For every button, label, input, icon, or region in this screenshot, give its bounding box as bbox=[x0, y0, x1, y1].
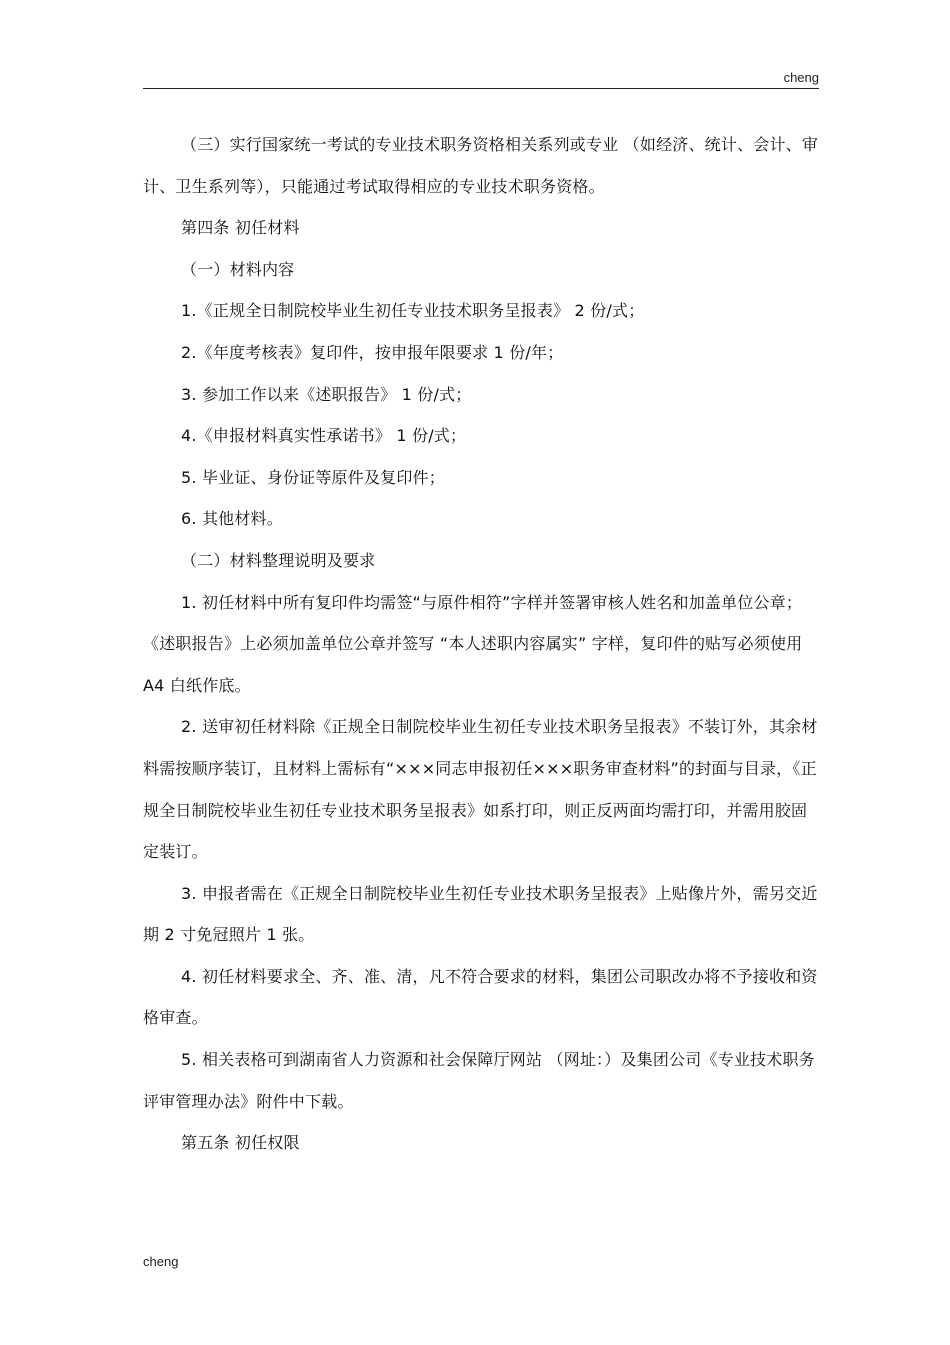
section-materials-requirements-heading: （二）材料整理说明及要求 bbox=[181, 550, 376, 570]
page-header bbox=[143, 66, 819, 89]
document-body bbox=[143, 124, 819, 1164]
requirement-item-3: 3. 申报者需在《正规全日制院校毕业生初任专业技术职务呈报表》上贴像片外，需另交近期 2 寸免冠照片 1 张。 bbox=[143, 883, 818, 945]
requirement-item-5: 5. 相关表格可到湖南省人力资源和社会保障厅网站 （网址：）及集团公司《专业技术职务评审管理办法》附件中下载。 bbox=[143, 1050, 815, 1111]
requirement-item-2: 2. 送审初任材料除《正规全日制院校毕业生初任专业技术职务呈报表》不装订外，其余材料需按顺序装订，且材料上需标有“×××同志申报初任×××职务审查材料”的封面与目录，《正规全日制院校毕业生初任专业技术职务呈报表》如系打印，则正反两面均需打印，并需用胶固定装订。 bbox=[143, 717, 818, 862]
material-item-1: 1.《正规全日制院校毕业生初任专业技术职务呈报表》 2 份/式； bbox=[181, 301, 645, 321]
requirement-item-1: 1. 初任材料中所有复印件均需签“与原件相符”字样并签署审核人姓名和加盖单位公章；《述职报告》上必须加盖单位公章并签写 “本人述职内容属实” 字样，复印件的贴写必须使用 A4 白纸作底。 bbox=[143, 592, 803, 695]
material-item-5: 5. 毕业证、身份证等原件及复印件； bbox=[181, 467, 445, 487]
article-4-heading: 第四条 初任材料 bbox=[181, 218, 300, 238]
material-item-3: 3. 参加工作以来《述职报告》 1 份/式； bbox=[181, 384, 472, 404]
requirement-item-4: 4. 初任材料要求全、齐、准、清，凡不符合要求的材料，集团公司职改办将不予接收和资格审查。 bbox=[143, 966, 818, 1028]
section-materials-content-heading: （一）材料内容 bbox=[181, 259, 295, 279]
material-item-6: 6. 其他材料。 bbox=[181, 509, 283, 529]
paragraph-exam-rule: （三）实行国家统一考试的专业技术职务资格相关系列或专业 （如经济、统计、会计、审计、卫生系列等），只能通过考试取得相应的专业技术职务资格。 bbox=[143, 135, 819, 196]
header-label: cheng bbox=[783, 70, 819, 85]
page-footer: cheng bbox=[143, 1254, 179, 1269]
material-item-4: 4.《申报材料真实性承诺书》 1 份/式； bbox=[181, 426, 467, 446]
material-item-2: 2.《年度考核表》复印件，按申报年限要求 1 份/年； bbox=[181, 342, 564, 362]
article-5-heading: 第五条 初任权限 bbox=[181, 1133, 300, 1153]
